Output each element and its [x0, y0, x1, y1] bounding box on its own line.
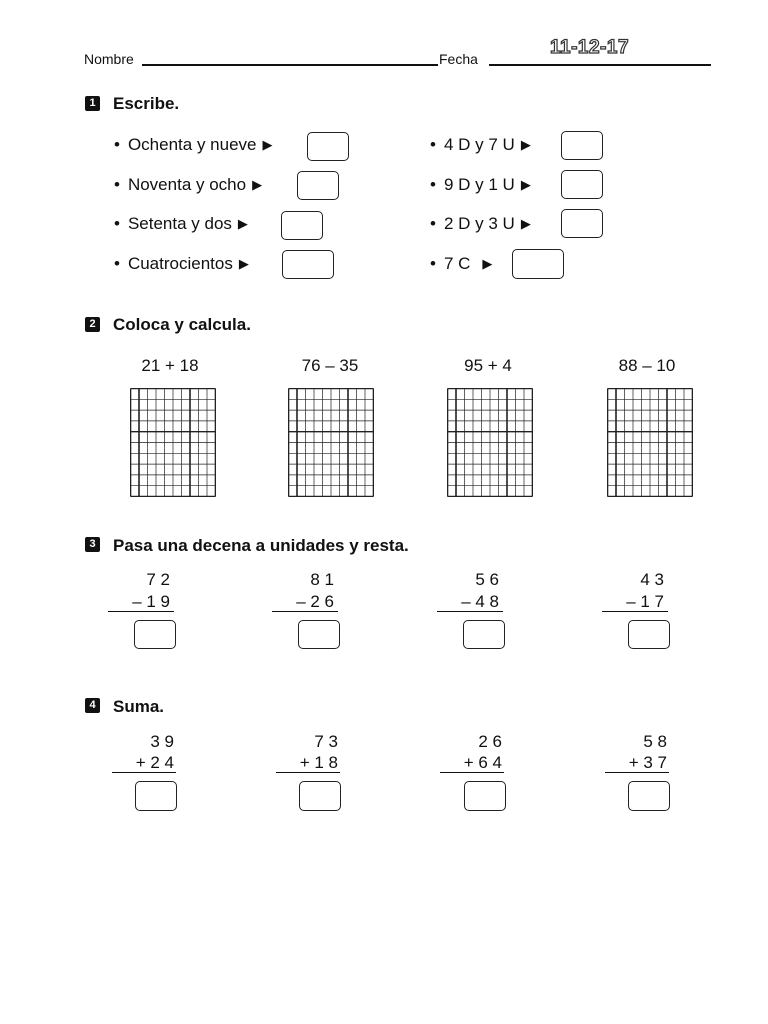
escribe-text: 9 D y 1 U [443, 175, 515, 194]
answer-box[interactable] [512, 249, 564, 279]
section-1-number: 1 [85, 96, 100, 111]
answer-box[interactable] [298, 620, 340, 649]
arrow-right-icon: ▶ [237, 216, 248, 231]
answer-box[interactable] [297, 171, 339, 200]
bullet: • [114, 135, 120, 154]
bullet: • [430, 135, 436, 154]
operand-top: 5 6 [475, 570, 499, 589]
result-line [605, 772, 669, 773]
escribe-text: 4 D y 7 U [443, 135, 515, 154]
bullet: • [114, 175, 120, 194]
arrow-right-icon: ▶ [520, 177, 531, 192]
escribe-text: Ochenta y nueve [127, 135, 257, 154]
operand-bottom: – 2 6 [296, 592, 334, 611]
result-line [602, 611, 668, 612]
answer-box[interactable] [628, 781, 670, 811]
escribe-text: 2 D y 3 U [443, 214, 515, 233]
arrow-right-icon: ▶ [252, 177, 263, 192]
escribe-item-right-4 [430, 254, 492, 274]
answer-box[interactable] [561, 170, 603, 199]
section-2-title: Coloca y calcula. [113, 315, 251, 334]
coloca-expression: 88 – 10 [618, 356, 676, 375]
answer-box[interactable] [561, 209, 603, 238]
answer-box[interactable] [281, 211, 323, 240]
section-4-number: 4 [85, 698, 100, 713]
handwritten-date: 11-12-17 [550, 37, 630, 58]
arrow-right-icon: ▶ [482, 256, 493, 271]
escribe-item-left-2 [114, 175, 262, 195]
result-line [276, 772, 340, 773]
operand-bottom: – 4 8 [461, 592, 499, 611]
answer-box[interactable] [135, 781, 177, 811]
section-3-number: 3 [85, 537, 100, 552]
operand-top: 7 3 [314, 732, 338, 751]
answer-box[interactable] [561, 131, 603, 160]
escribe-text: Cuatrocientos [127, 254, 233, 273]
answer-box[interactable] [463, 620, 505, 649]
answer-box[interactable] [299, 781, 341, 811]
bullet: • [430, 175, 436, 194]
answer-box[interactable] [464, 781, 506, 811]
escribe-item-left-1 [114, 135, 272, 155]
operand-bottom: + 6 4 [463, 753, 502, 772]
arrow-right-icon: ▶ [238, 256, 249, 271]
escribe-item-right-1 [430, 135, 531, 155]
result-line [272, 611, 338, 612]
operand-bottom: + 3 7 [628, 753, 667, 772]
result-line [440, 772, 504, 773]
coloca-expression: 76 – 35 [301, 356, 359, 375]
section-3-title: Pasa una decena a unidades y resta. [113, 536, 409, 555]
place-value-grid[interactable] [447, 388, 533, 497]
escribe-text: Noventa y ocho [127, 175, 247, 194]
date-field[interactable] [489, 64, 711, 66]
place-value-grid[interactable] [130, 388, 216, 497]
answer-box[interactable] [307, 132, 349, 161]
result-line [108, 611, 174, 612]
section-4-title: Suma. [113, 697, 165, 716]
arrow-right-icon: ▶ [520, 216, 531, 231]
operand-bottom: + 2 4 [135, 753, 174, 772]
arrow-right-icon: ▶ [520, 137, 531, 152]
escribe-item-right-3 [430, 214, 531, 234]
operand-top: 2 6 [478, 732, 502, 751]
escribe-item-left-3 [114, 214, 248, 234]
result-line [112, 772, 176, 773]
operand-top: 5 8 [643, 732, 667, 751]
arrow-right-icon: ▶ [262, 137, 273, 152]
answer-box[interactable] [282, 250, 334, 279]
section-1-title: Escribe. [113, 94, 180, 113]
operand-top: 8 1 [310, 570, 334, 589]
coloca-expression: 95 + 4 [464, 356, 512, 375]
bullet: • [430, 214, 436, 233]
operand-bottom: – 1 9 [132, 592, 170, 611]
escribe-item-left-4 [114, 254, 249, 274]
bullet: • [114, 254, 120, 273]
bullet: • [114, 214, 120, 233]
name-field[interactable] [142, 64, 438, 66]
result-line [437, 611, 503, 612]
date-label: Fecha [439, 51, 478, 67]
operand-top: 4 3 [640, 570, 664, 589]
escribe-text: Setenta y dos [127, 214, 232, 233]
escribe-item-right-2 [430, 175, 531, 195]
escribe-text: 7 C [443, 254, 471, 273]
bullet: • [430, 254, 436, 273]
operand-bottom: – 1 7 [626, 592, 664, 611]
operand-top: 3 9 [150, 732, 174, 751]
operand-top: 7 2 [146, 570, 170, 589]
coloca-expression: 21 + 18 [141, 356, 199, 375]
operand-bottom: + 1 8 [299, 753, 338, 772]
answer-box[interactable] [628, 620, 670, 649]
place-value-grid[interactable] [288, 388, 374, 497]
answer-box[interactable] [134, 620, 176, 649]
name-label: Nombre [84, 51, 134, 67]
section-2-number: 2 [85, 317, 100, 332]
place-value-grid[interactable] [607, 388, 693, 497]
